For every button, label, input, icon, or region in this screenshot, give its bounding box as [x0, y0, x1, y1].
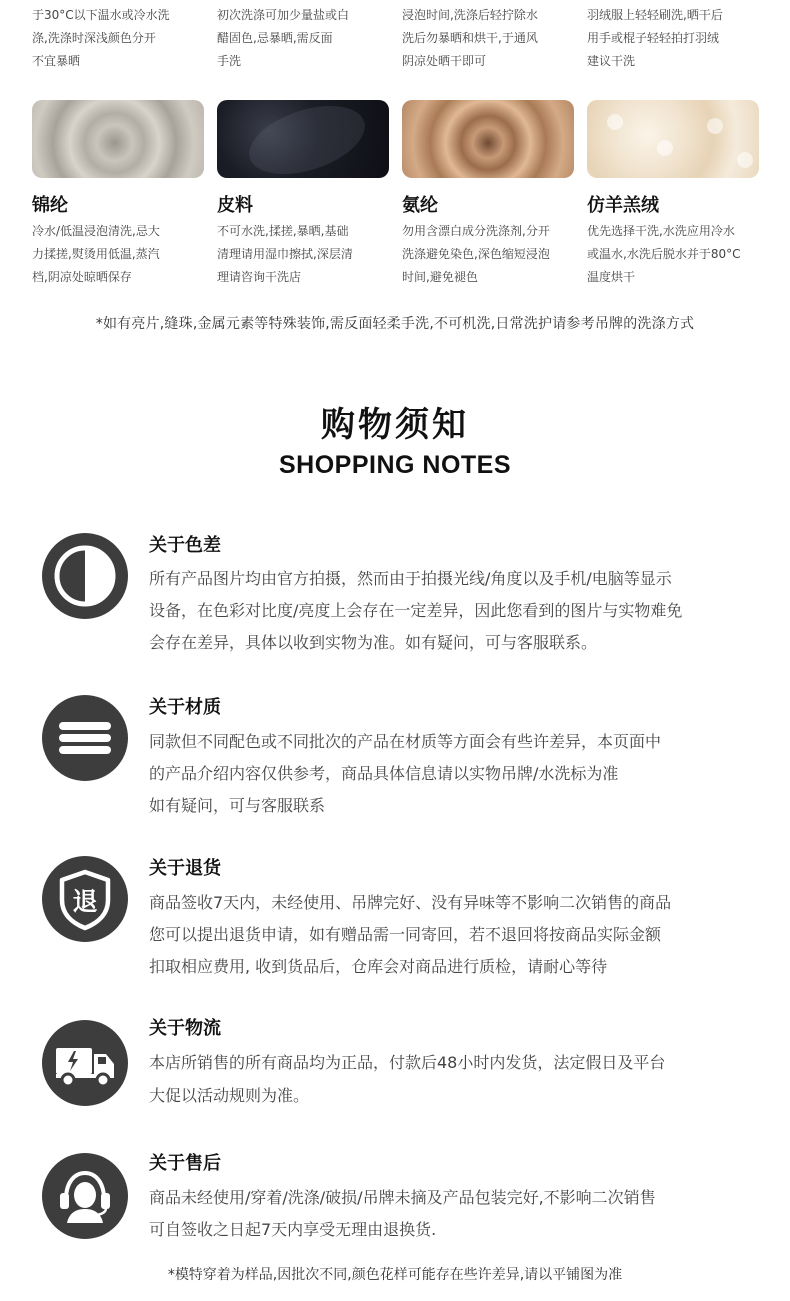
note-line: 可自签收之日起7天内享受无理由退换货.: [149, 1220, 437, 1239]
leather-fabric-image: [217, 100, 389, 178]
note-title: 关于物流: [149, 1018, 221, 1039]
delivery-truck-icon: [42, 1020, 128, 1106]
care-top-descriptions: [32, 4, 772, 73]
fabric-name: 氨纶: [402, 195, 438, 216]
material-lines-icon: [42, 695, 128, 781]
note-line: 商品未经使用/穿着/洗涤/破损/吊牌未摘及产品包装完好,不影响二次销售: [149, 1188, 656, 1207]
contrast-icon: [42, 533, 128, 619]
care-description: 初次洗涤可加少量盐或白 醋固色,忌暴晒,需反面 手洗: [217, 8, 350, 68]
fabric-descriptions: [32, 220, 772, 289]
care-description: 浸泡时间,洗涤后轻拧除水 洗后勿暴晒和烘干,于通风 阴凉处晒干即可: [402, 8, 538, 68]
note-line: 扣取相应费用, 收到货品后，仓库会对商品进行质检，请耐心等待: [149, 957, 608, 976]
return-shield-icon: [42, 856, 128, 942]
note-line: 大促以活动规则为准。: [149, 1086, 310, 1105]
note-logistics: [0, 1016, 790, 1166]
fabric-description: 不可水洗,揉搓,暴晒,基础 清理请用湿巾擦拭,深层清 理请咨询干洗店: [217, 224, 353, 284]
fabric-names: [32, 193, 772, 219]
note-line: 您可以提出退货申请，如有赠品需一同寄回，若不退回将按商品实际金额: [149, 925, 662, 944]
spandex-fabric-image: [402, 100, 574, 178]
note-title: 关于售后: [149, 1153, 221, 1174]
fabric-name: 锦纶: [32, 195, 68, 216]
fabric-swatches: [32, 100, 772, 178]
note-line: 所有产品图片均由官方拍摄，然而由于拍摄光线/角度以及手机/电脑等显示: [149, 569, 672, 588]
note-material: [0, 695, 790, 845]
note-line: 的产品介绍内容仅供参考，商品具体信息请以实物吊牌/水洗标为准: [149, 764, 619, 783]
return-icon-character: 退: [72, 887, 98, 916]
note-line: 如有疑问，可与客服联系: [149, 796, 326, 815]
note-line: 同款但不同配色或不同批次的产品在材质等方面会有些许差异，本页面中: [149, 732, 662, 751]
nylon-fabric-image: [32, 100, 204, 178]
care-description: 于30°C以下温水或冷水洗 涤,洗涤时深浅颜色分开 不宜暴晒: [32, 8, 170, 68]
note-line: 商品签收7天内，未经使用、吊牌完好、没有异味等不影响二次销售的商品: [149, 893, 672, 912]
shopping-notes-title: 购物须知: [321, 405, 469, 445]
note-title: 关于退货: [149, 858, 221, 879]
note-title: 关于材质: [149, 697, 221, 718]
shopping-notes-subtitle: SHOPPING NOTES: [278, 451, 512, 479]
fabric-description: 冷水/低温浸泡清洗,忌大 力揉搓,熨烫用低温,蒸汽 档,阴凉处晾晒保存: [32, 224, 160, 284]
care-description: 羽绒服上轻轻刷洗,晒干后 用手或棍子轻轻拍打羽绒 建议干洗: [587, 8, 723, 68]
note-title: 关于色差: [149, 535, 221, 556]
note-color-difference: [0, 533, 790, 683]
lambswool-fabric-image: [587, 100, 759, 178]
note-line: 本店所销售的所有商品均为正品，付款后48小时内发货，法定假日及平台: [149, 1053, 666, 1072]
fabric-description: 优先选择干洗,水洗应用冷水 或温水,水洗后脱水并于80°C 温度烘干: [587, 224, 741, 284]
fabric-name: 皮料: [217, 195, 253, 216]
note-line: 设备，在色彩对比度/亮度上会存在一定差异，因此您看到的图片与实物难免: [149, 601, 683, 620]
care-footnote: *如有亮片,缝珠,金属元素等特殊装饰,需反面轻柔手洗,不可机洗,日常洗护请参考吊牌的洗涤方式: [95, 316, 695, 332]
note-returns: [0, 856, 790, 1006]
model-sample-footnote: *模特穿着为样品,因批次不同,颜色花样可能存在些许差异,请以平铺图为准: [167, 1267, 623, 1283]
fabric-description: 勿用含漂白成分洗涤剂,分开 洗涤避免染色,深色缩短浸泡 时间,避免褪色: [402, 224, 550, 284]
note-line: 会存在差异，具体以收到实物为准。如有疑问，可与客服联系。: [149, 633, 598, 652]
customer-service-icon: [42, 1153, 128, 1239]
fabric-name: 仿羊羔绒: [587, 195, 659, 216]
